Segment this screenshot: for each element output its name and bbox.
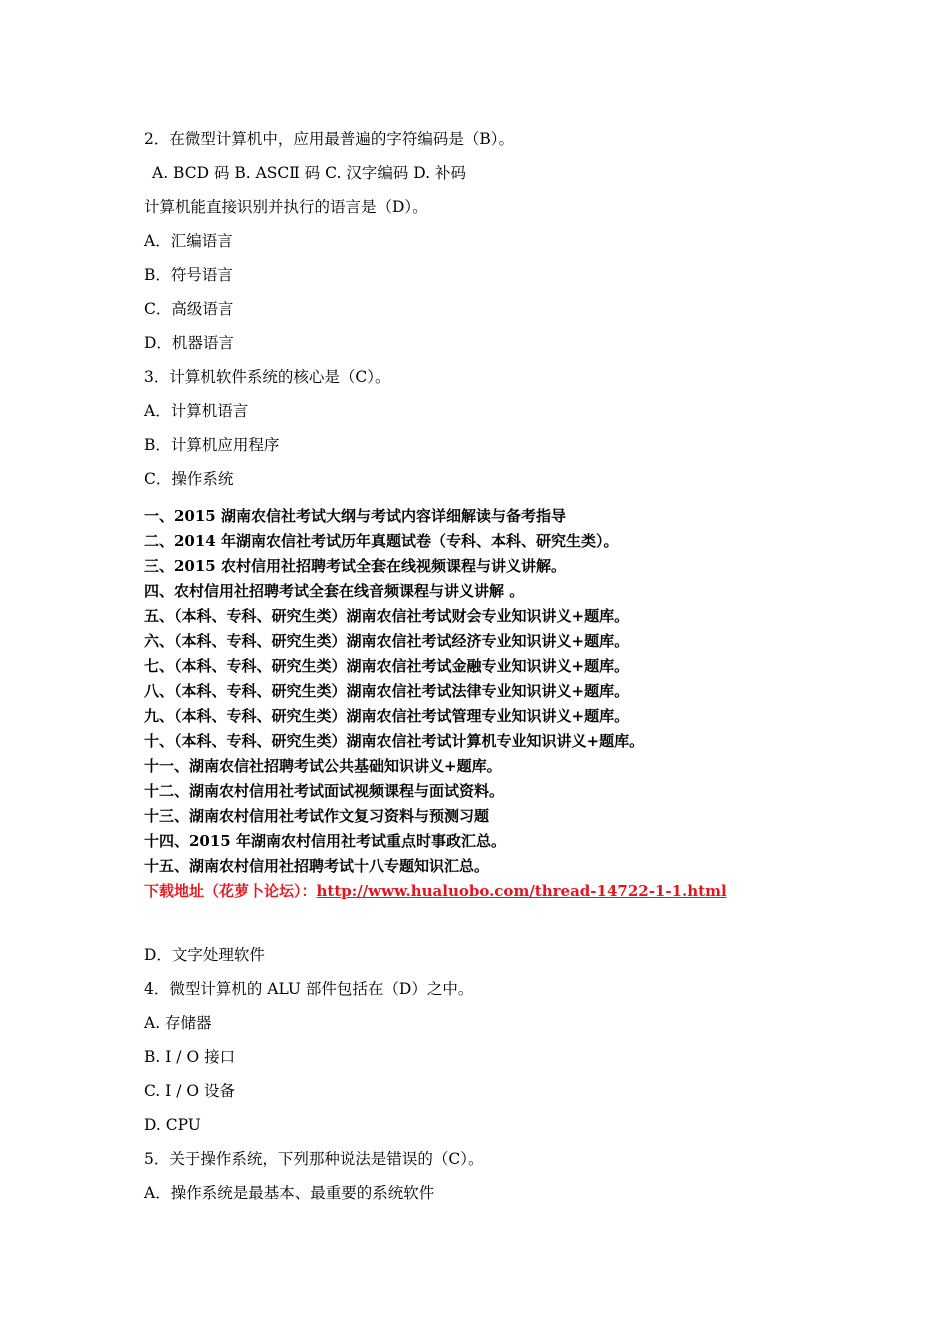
option-a: A．计算机语言 (144, 402, 249, 420)
ad-list-item: 十、（本科、专科、研究生类）湖南农信社考试计算机专业知识讲义+题库。 (144, 732, 645, 750)
question-text: 计算机能直接识别并执行的语言是（D）。 (144, 198, 428, 216)
ad-list (144, 504, 834, 904)
option-d: D．文字处理软件 (144, 946, 265, 964)
option-b: B. I / O 接口 (144, 1048, 236, 1066)
ad-list-item: 十五、湖南农村信用社招聘考试十八专题知识汇总。 (144, 857, 490, 875)
question-5: 5．关于操作系统，下列那种说法是错误的（C）。 (144, 1150, 484, 1168)
ad-list-item: 十三、湖南农村信用社考试作文复习资料与预测习题 (144, 807, 490, 825)
ad-list-item: 二、2014 年湖南农信社考试历年真题试卷（专科、本科、研究生类）。 (144, 532, 619, 550)
ad-list-item: 九、（本科、专科、研究生类）湖南农信社考试管理专业知识讲义+题库。 (144, 707, 630, 725)
question-3: 3．计算机软件系统的核心是（C）。 (144, 368, 391, 386)
option-d: D．机器语言 (144, 334, 234, 352)
download-line (144, 879, 834, 904)
option-a: A．操作系统是最基本、最重要的系统软件 (144, 1184, 435, 1202)
option-b: B．符号语言 (144, 266, 233, 284)
ad-list-item: 八、（本科、专科、研究生类）湖南农信社考试法律专业知识讲义+题库。 (144, 682, 630, 700)
ad-list-item: 一、2015 湖南农信社考试大纲与考试内容详细解读与备考指导 (144, 507, 566, 525)
option-a: A．汇编语言 (144, 232, 233, 250)
ad-list-item: 五、（本科、专科、研究生类）湖南农信社考试财会专业知识讲义+题库。 (144, 607, 630, 625)
option-a: A. 存储器 (144, 1014, 212, 1032)
document-content (144, 122, 834, 1210)
question-4: 4．微型计算机的 ALU 部件包括在（D）之中。 (144, 980, 474, 998)
ad-list-item: 六、（本科、专科、研究生类）湖南农信社考试经济专业知识讲义+题库。 (144, 632, 630, 650)
ad-list-item: 三、2015 农村信用社招聘考试全套在线视频课程与讲义讲解。 (144, 557, 566, 575)
ad-list-item: 十二、湖南农村信用社考试面试视频课程与面试资料。 (144, 782, 505, 800)
ad-list-item: 四、农村信用社招聘考试全套在线音频课程与讲义讲解 。 (144, 582, 525, 600)
option-d: D. CPU (144, 1116, 201, 1134)
option-c: C．操作系统 (144, 470, 234, 488)
download-link[interactable]: http://www.hualuobo.com/thread-14722-1-1.html (316, 882, 727, 900)
question-2-options: A. BCD 码 B. ASCⅡ 码 C. 汉字编码 D. 补码 (152, 164, 466, 182)
ad-list-item: 十一、湖南农信社招聘考试公共基础知识讲义+题库。 (144, 757, 502, 775)
option-c: C．高级语言 (144, 300, 234, 318)
download-label: 下载地址（花萝卜论坛）： (144, 882, 317, 900)
question-2: 2．在微型计算机中，应用最普遍的字符编码是（B）。 (144, 130, 515, 148)
option-c: C. I / O 设备 (144, 1082, 235, 1100)
option-b: B．计算机应用程序 (144, 436, 280, 454)
spacer (144, 904, 834, 938)
ad-list-item: 十四、2015 年湖南农村信用社考试重点时事政汇总。 (144, 832, 506, 850)
ad-list-item: 七、（本科、专科、研究生类）湖南农信社考试金融专业知识讲义+题库。 (144, 657, 630, 675)
